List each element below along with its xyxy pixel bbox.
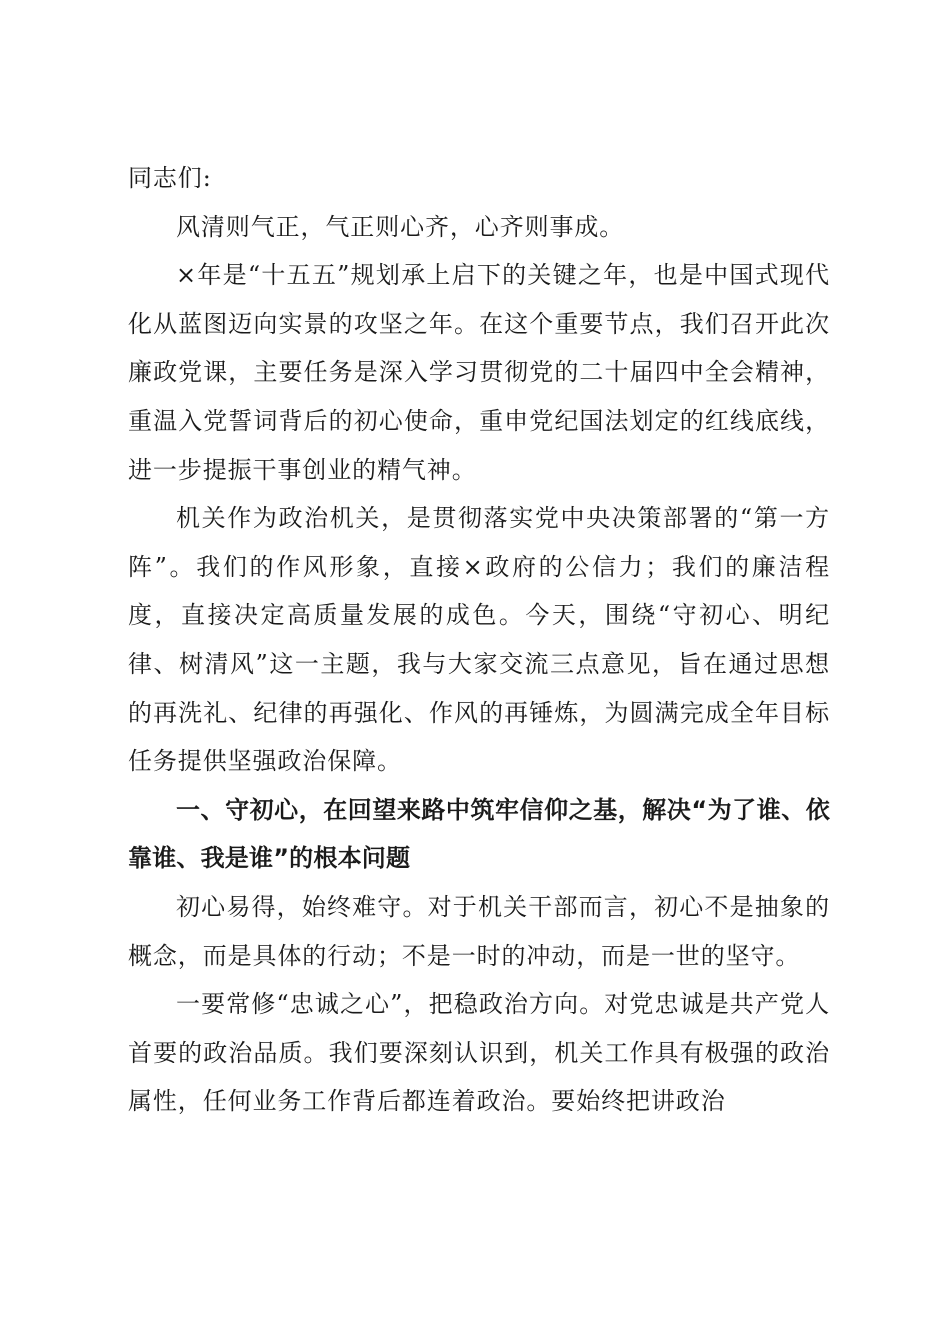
- document-page: [128, 154, 830, 1126]
- section-heading-1: 一、守初心，在回望来路中筑牢信仰之基，解决“为了谁、依靠谁、我是谁”的根本问题: [128, 795, 830, 873]
- section-1-intro: 初心易得，始终难守。对于机关干部而言，初心不是抽象的概念，而是具体的行动；不是一时的冲动，而是一世的坚守。: [128, 892, 830, 970]
- salutation: 同志们:: [128, 164, 212, 192]
- opening-line: 风清则气正，气正则心齐，心齐则事成。: [176, 212, 625, 241]
- theme-paragraph: 机关作为政治机关，是贯彻落实党中央决策部署的“第一方阵”。我们的作风形象，直接×政府的公信力；我们的廉洁程度，直接决定高质量发展的成色。今天，围绕“守初心、明纪律、树清风”这一主题，我与大家交流三点意见，旨在通过思想的再洗礼、纪律的再强化、作风的再锤炼，为圆满完成全年目标任务提供坚强政治保障。: [128, 504, 830, 776]
- section-1-point-1: 一要常修“忠诚之心”，把稳政治方向。对党忠诚是共产党人首要的政治品质。我们要深刻认识到，机关工作具有极强的政治属性，任何业务工作背后都连着政治。要始终把讲政治: [128, 990, 830, 1116]
- intro-paragraph: ×年是“十五五”规划承上启下的关键之年，也是中国式现代化从蓝图迈向实景的攻坚之年。在这个重要节点，我们召开此次廉政党课，主要任务是深入学习贯彻党的二十届四中全会精神，重温入党誓词背后的初心使命，重申党纪国法划定的红线底线，进一步提振干事创业的精气神。: [128, 261, 830, 484]
